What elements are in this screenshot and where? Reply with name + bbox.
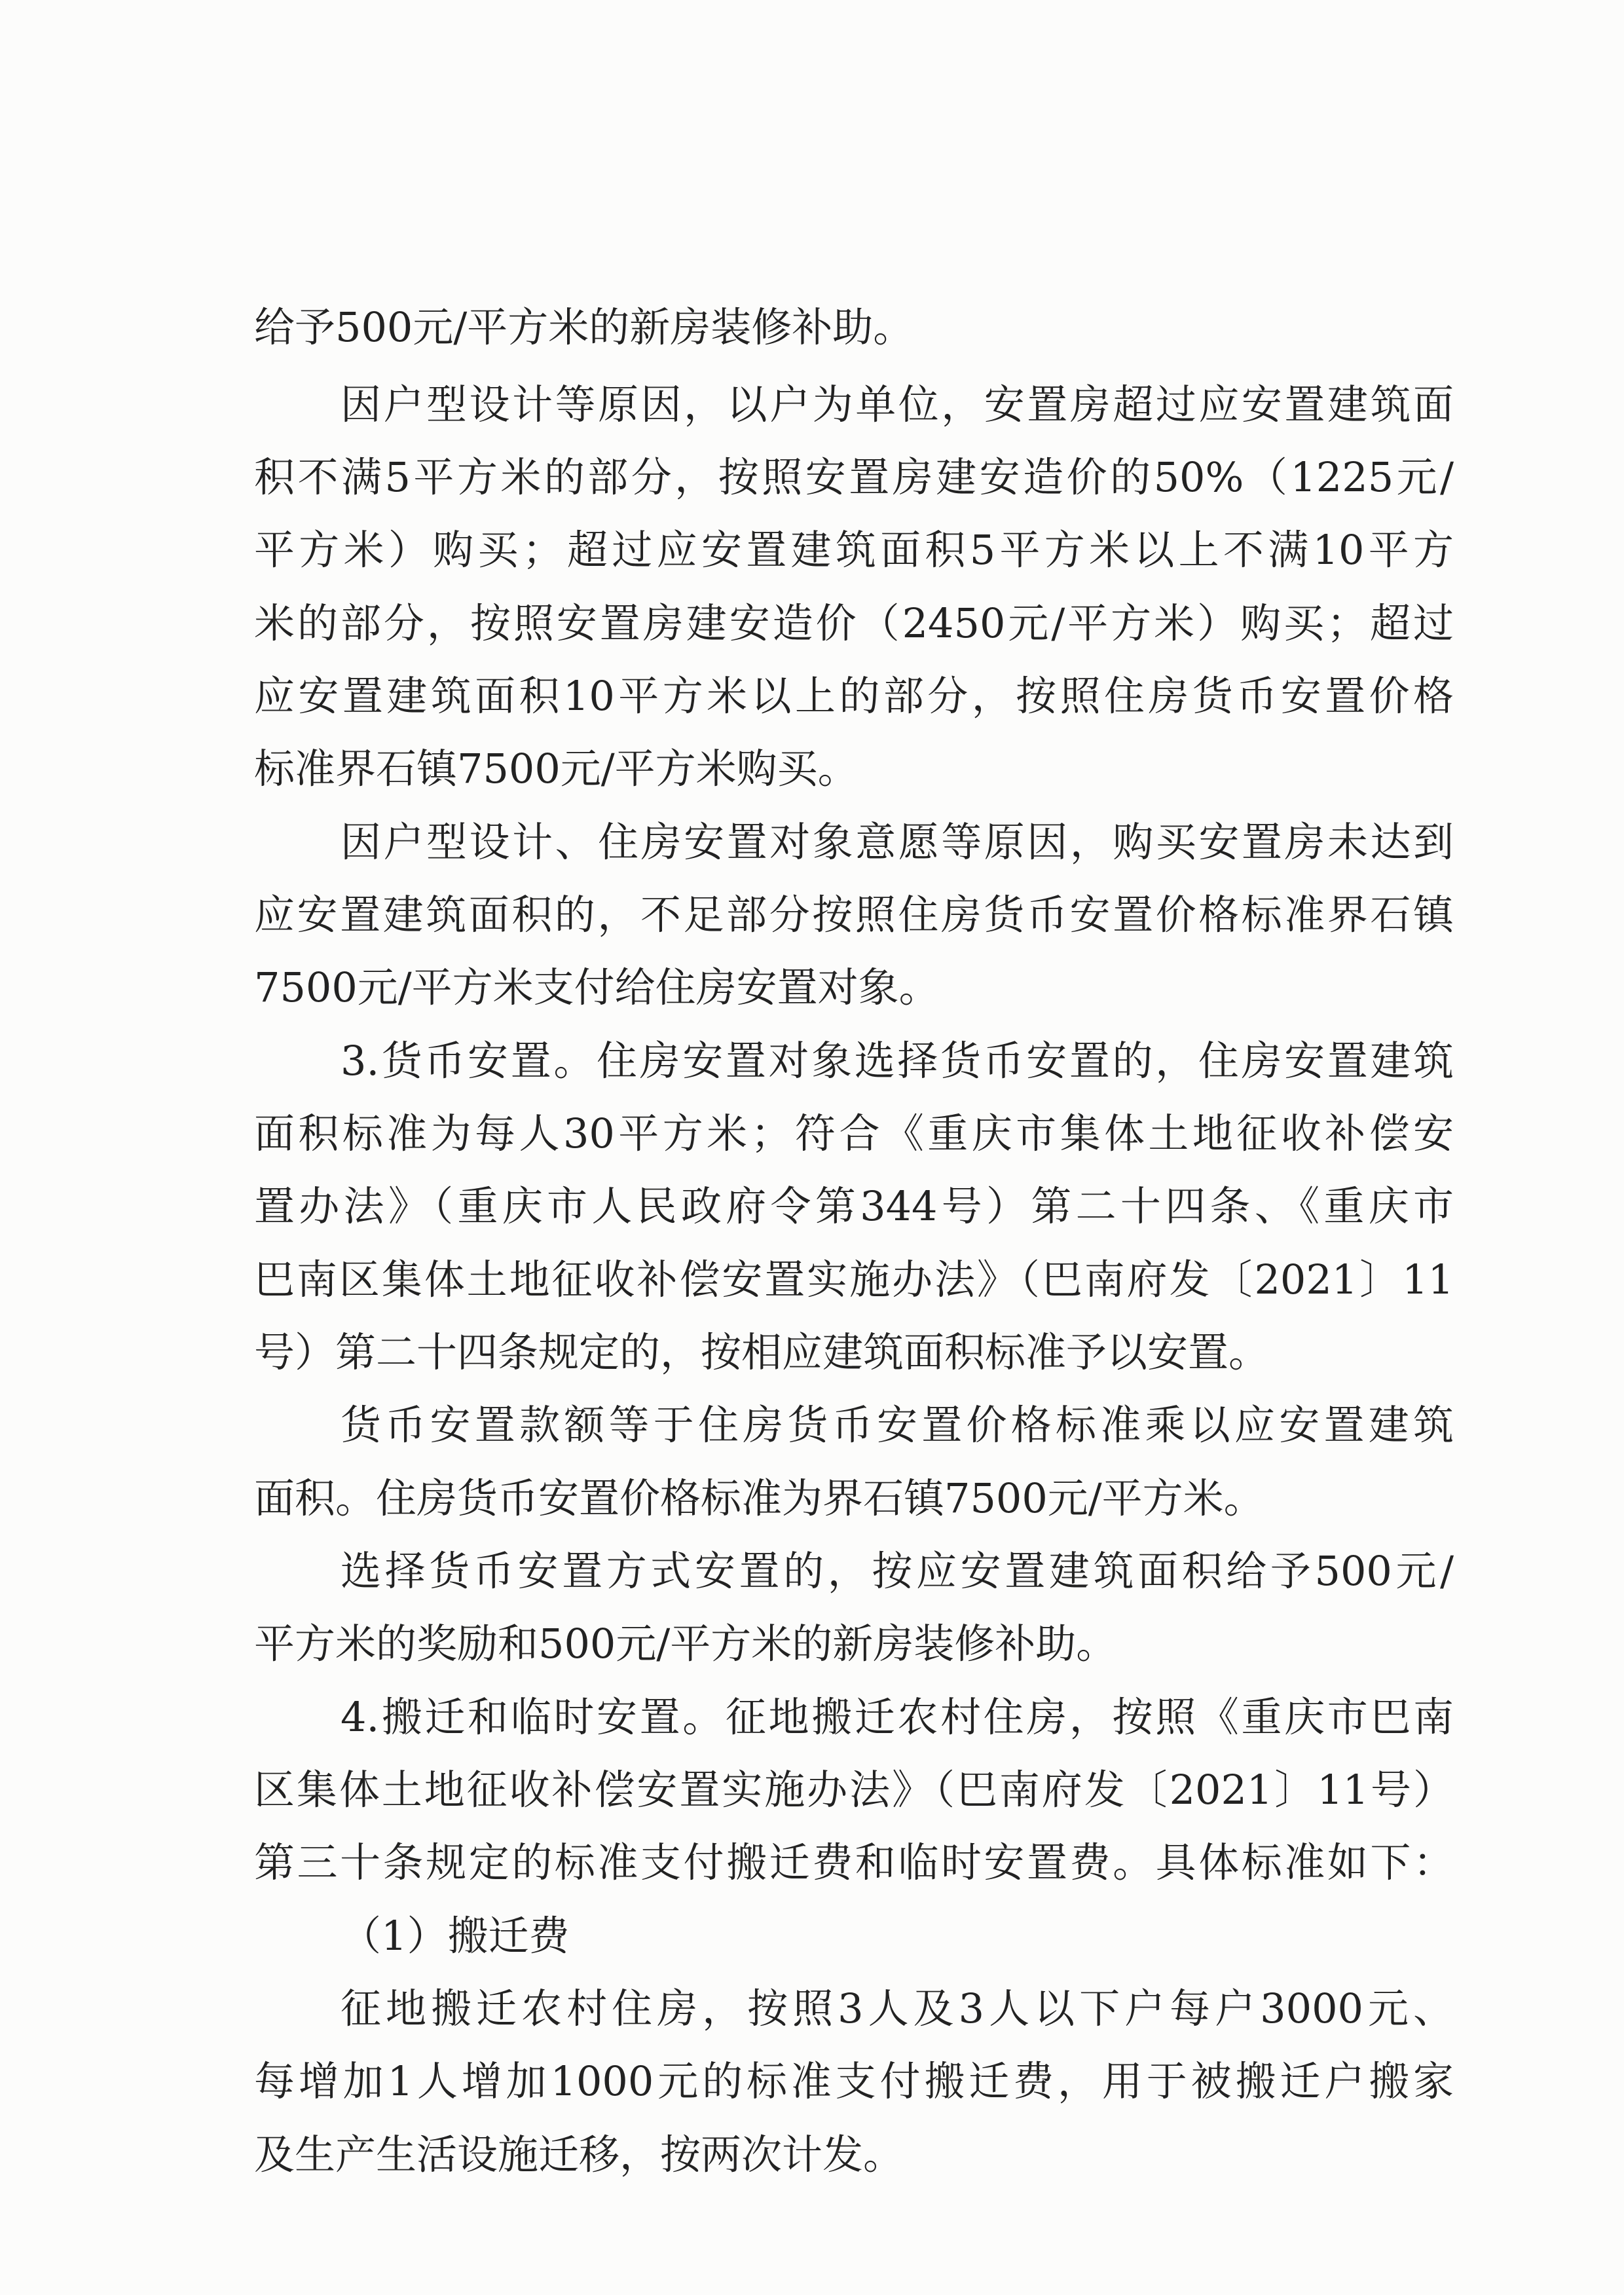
text-line: 标准界石镇7500元/平方米购买。 [254,745,858,793]
subheading-line: （1）搬迁费 [341,1912,570,1960]
text-line: 面积标准为每人30平方米；符合《重庆市集体土地征收补偿安 [254,1110,1454,1157]
text-line: 平方米的奖励和500元/平方米的新房装修补助。 [254,1620,1117,1668]
text-line: 米的部分，按照安置房建安造价（2450元/平方米）购买；超过 [254,599,1454,647]
paragraph-start-line: 货币安置款额等于住房货币安置价格标准乘以应安置建筑 [341,1401,1454,1449]
text-line: 巴南区集体土地征收补偿安置实施办法》（巴南府发〔2021〕11 [254,1256,1454,1303]
paragraph-start-line: 选择货币安置方式安置的，按应安置建筑面积给予500元/ [341,1547,1454,1595]
text-line: 应安置建筑面积10平方米以上的部分，按照住房货币安置价格 [254,672,1454,720]
paragraph-start-line: 征地搬迁农村住房，按照3人及3人以下户每户3000元、 [341,1985,1454,2032]
text-line: 应安置建筑面积的，不足部分按照住房货币安置价格标准界石镇 [254,891,1454,939]
text-line: 号）第二十四条规定的，按相应建筑面积标准予以安置。 [254,1328,1270,1376]
paragraph-start-line: 因户型设计、住房安置对象意愿等原因，购买安置房未达到 [341,818,1454,866]
text-line: 给予500元/平方米的新房装修补助。 [254,303,914,351]
text-line: 及生产生活设施迁移，按两次计发。 [254,2131,904,2178]
section-heading-line: 4.搬迁和临时安置。征地搬迁农村住房，按照《重庆市巴南 [341,1693,1454,1741]
text-line: 积不满5平方米的部分，按照安置房建安造价的50%（1225元/ [254,453,1454,501]
paragraph-start-line: 因户型设计等原因，以户为单位，安置房超过应安置建筑面 [341,381,1454,428]
text-line: 7500元/平方米支付给住房安置对象。 [254,963,940,1011]
text-line: 置办法》（重庆市人民政府令第344号）第二十四条、《重庆市 [254,1182,1454,1230]
text-line: 第三十条规定的标准支付搬迁费和临时安置费。具体标准如下： [254,1838,1454,1886]
section-heading-line: 3.货币安置。住房安置对象选择货币安置的，住房安置建筑 [341,1037,1454,1085]
text-line: 面积。住房货币安置价格标准为界石镇7500元/平方米。 [254,1474,1264,1522]
text-line: 平方米）购买；超过应安置建筑面积5平方米以上不满10平方 [254,526,1454,574]
text-line: 每增加1人增加1000元的标准支付搬迁费，用于被搬迁户搬家 [254,2057,1454,2105]
text-line: 区集体土地征收补偿安置实施办法》（巴南府发〔2021〕11号） [254,1766,1454,1814]
